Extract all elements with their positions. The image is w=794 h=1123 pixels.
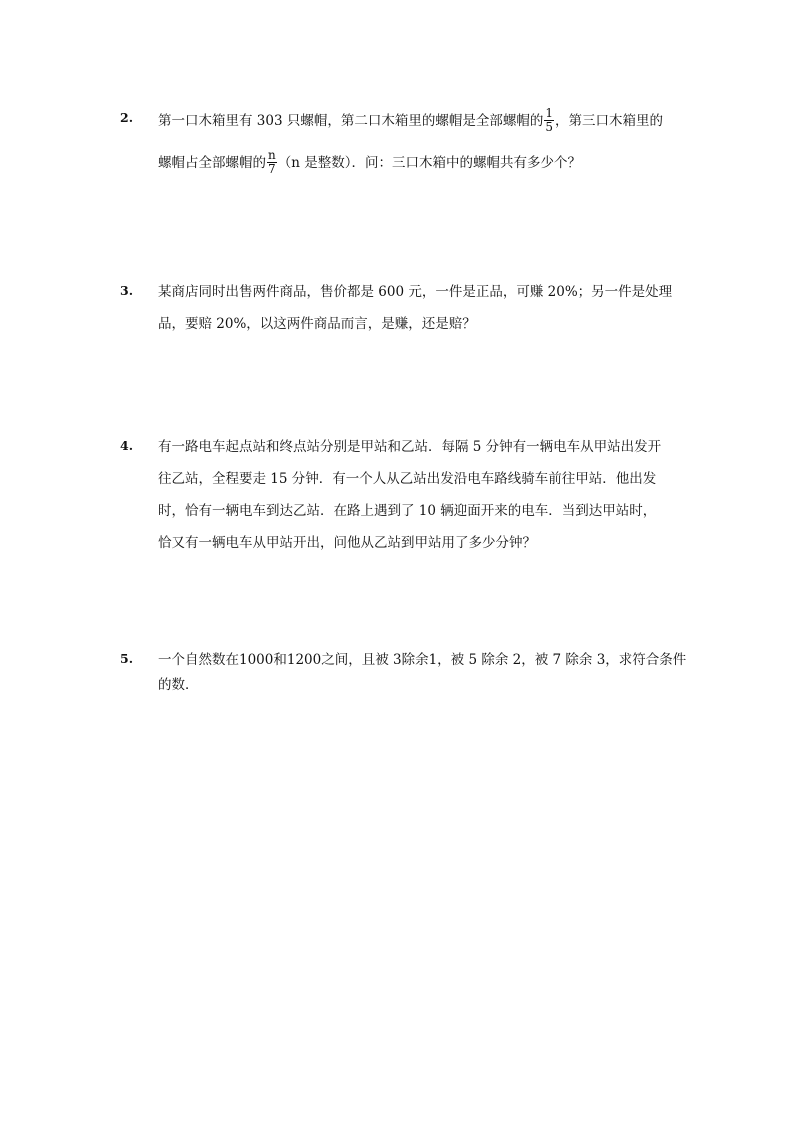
problem-line [158,150,680,182]
fraction-numerator: n [268,148,276,162]
problem-line [158,108,680,152]
fraction-denominator: 7 [268,162,276,176]
problem-text [158,438,680,566]
fraction-numerator: 1 [545,106,553,120]
fraction-one-fifth [544,107,554,134]
problem-text [158,283,680,347]
problem-text [158,108,680,182]
fraction-n-sevenths [267,149,277,176]
fraction-denominator: 5 [545,120,553,134]
text-segment: 螺帽占全部螺帽的 [158,155,266,171]
problem-line: 的数． [158,677,199,693]
problem-line: 时，恰有一辆电车到达乙站．在路上遇到了 10 辆迎面开来的电车．当到达甲站时， [158,503,657,519]
problem-number: 5. [120,651,134,666]
text-segment: ，第三口木箱里的 [555,113,663,129]
problem-number: 2. [120,110,134,125]
problem-number: 4. [120,438,134,453]
problem-text [158,651,687,701]
problem-line: 一个自然数在1000和1200之间，且被 3除余1，被 5 除余 2，被 7 除余 3，求符合条件 [158,652,687,668]
problem-line: 往乙站，全程要走 15 分钟．有一个人从乙站出发沿电车路线骑车前往甲站．他出发 [158,471,657,487]
text-segment: 第一口木箱里有 303 只螺帽，第二口木箱里的螺帽是全部螺帽的 [158,113,544,129]
text-segment: （n 是整数）．问：三口木箱中的螺帽共有多少个？ [277,155,581,171]
problem-number: 3. [120,283,134,298]
problem-line: 恰又有一辆电车从甲站开出，问他从乙站到甲站用了多少分钟？ [158,535,536,551]
problem-line: 有一路电车起点站和终点站分别是甲站和乙站．每隔 5 分钟有一辆电车从甲站出发开 [158,439,662,455]
problem-line: 品，要赔 20%，以这两件商品而言，是赚，还是赔？ [158,316,476,332]
problem-line: 某商店同时出售两件商品，售价都是 600 元，一件是正品，可赚 20%；另一件是处理 [158,284,673,300]
